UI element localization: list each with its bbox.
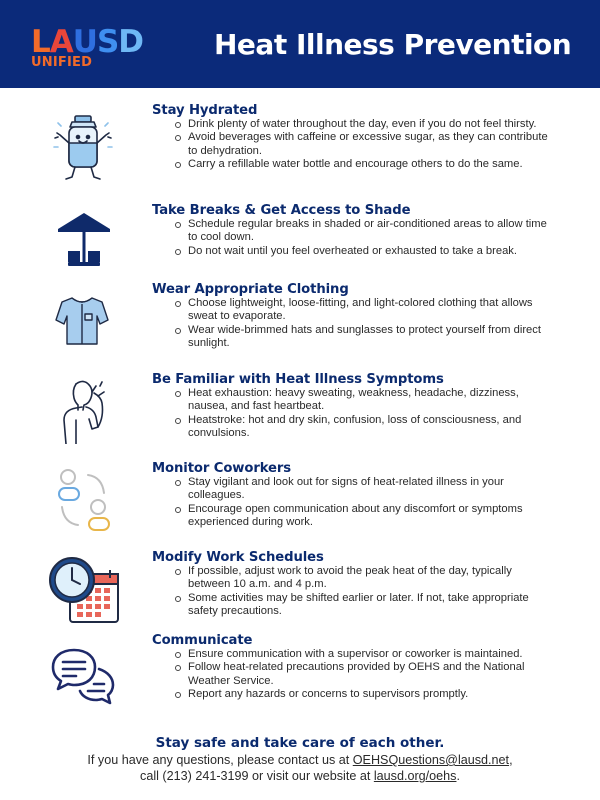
logo-wordmark — [31, 24, 144, 60]
logo-letter-s: S — [96, 24, 119, 60]
section-title: Wear Appropriate Clothing — [152, 282, 349, 297]
bullet-list — [173, 218, 551, 258]
chat-bubbles-icon — [50, 647, 116, 709]
water-bottle-icon — [50, 113, 116, 185]
list-item: Carry a refillable water bottle and encourage others to do the same. — [173, 158, 551, 171]
website-link[interactable]: lausd.org/oehs — [373, 769, 457, 783]
footer-comma: , — [509, 753, 513, 767]
person-symptoms-icon — [56, 376, 112, 444]
logo-subtitle: UNIFIED — [31, 55, 93, 70]
logo-letter-u: U — [72, 24, 97, 60]
section-title: Take Breaks & Get Access to Shade — [152, 203, 411, 218]
list-item: Some activities may be shifted earlier or later. If not, take appropriate safety precautions. — [173, 592, 551, 619]
section-title: Monitor Coworkers — [152, 461, 292, 476]
section-title: Stay Hydrated — [152, 103, 258, 118]
list-item: Wear wide-brimmed hats and sunglasses to protect yourself from direct sunlight. — [173, 324, 551, 351]
list-item: Avoid beverages with caffeine or excessive sugar, as they can contribute to dehydration. — [173, 131, 551, 158]
section-title: Be Familiar with Heat Illness Symptoms — [152, 372, 444, 387]
coworkers-icon — [54, 465, 112, 535]
list-item: Schedule regular breaks in shaded or air-conditioned areas to allow time to cool down. — [173, 218, 551, 245]
logo-letter-a: A — [49, 24, 73, 60]
list-item: Heat exhaustion: heavy sweating, weakness, headache, dizziness, nausea, and fast heartbeat. — [173, 387, 551, 414]
section-title: Communicate — [152, 633, 253, 648]
footer-title: Stay safe and take care of each other. — [155, 735, 445, 751]
list-item: Stay vigilant and look out for signs of heat-related illness in your colleagues. — [173, 476, 551, 503]
bullet-list — [173, 387, 551, 441]
bullet-list — [173, 648, 551, 702]
footer-phone-line — [0, 768, 600, 784]
shirt-icon — [54, 294, 110, 348]
list-item: If possible, adjust work to avoid the peak heat of the day, typically between 10 a.m. and 4 p.m. — [173, 565, 551, 592]
page-title: Heat Illness Prevention — [214, 28, 572, 61]
footer-phone-text: call (213) 241-3199 or visit our website at — [140, 769, 374, 783]
footer-contact-text: If you have any questions, please contact us at — [87, 753, 353, 767]
footer-period: . — [456, 769, 460, 783]
email-link[interactable]: OEHSQuestions@lausd.net — [352, 753, 510, 767]
list-item: Drink plenty of water throughout the day, even if you do not feel thirsty. — [173, 118, 551, 131]
logo-letter-d: D — [118, 24, 144, 60]
list-item: Choose lightweight, loose-fitting, and light-colored clothing that allows sweat to evaporate. — [173, 297, 551, 324]
bullet-list — [173, 565, 551, 619]
lausd-logo — [31, 24, 144, 70]
umbrella-shade-icon — [54, 211, 114, 269]
list-item: Heatstroke: hot and dry skin, confusion, loss of consciousness, and convulsions. — [173, 414, 551, 441]
list-item: Do not wait until you feel overheated or exhausted to take a break. — [173, 245, 551, 258]
footer-contact-line — [0, 752, 600, 768]
header-banner — [0, 0, 600, 88]
list-item: Ensure communication with a supervisor or coworker is maintained. — [173, 648, 551, 661]
list-item: Report any hazards or concerns to supervisors promptly. — [173, 688, 551, 701]
bullet-list — [173, 476, 551, 530]
footer — [0, 734, 600, 784]
bullet-list — [173, 297, 551, 351]
logo-letter-l: L — [31, 24, 50, 60]
list-item: Follow heat-related precautions provided by OEHS and the National Weather Service. — [173, 661, 551, 688]
list-item: Encourage open communication about any discomfort or symptoms experienced during work. — [173, 503, 551, 530]
section-title: Modify Work Schedules — [152, 550, 324, 565]
bullet-list — [173, 118, 551, 172]
clock-calendar-icon — [48, 554, 122, 626]
